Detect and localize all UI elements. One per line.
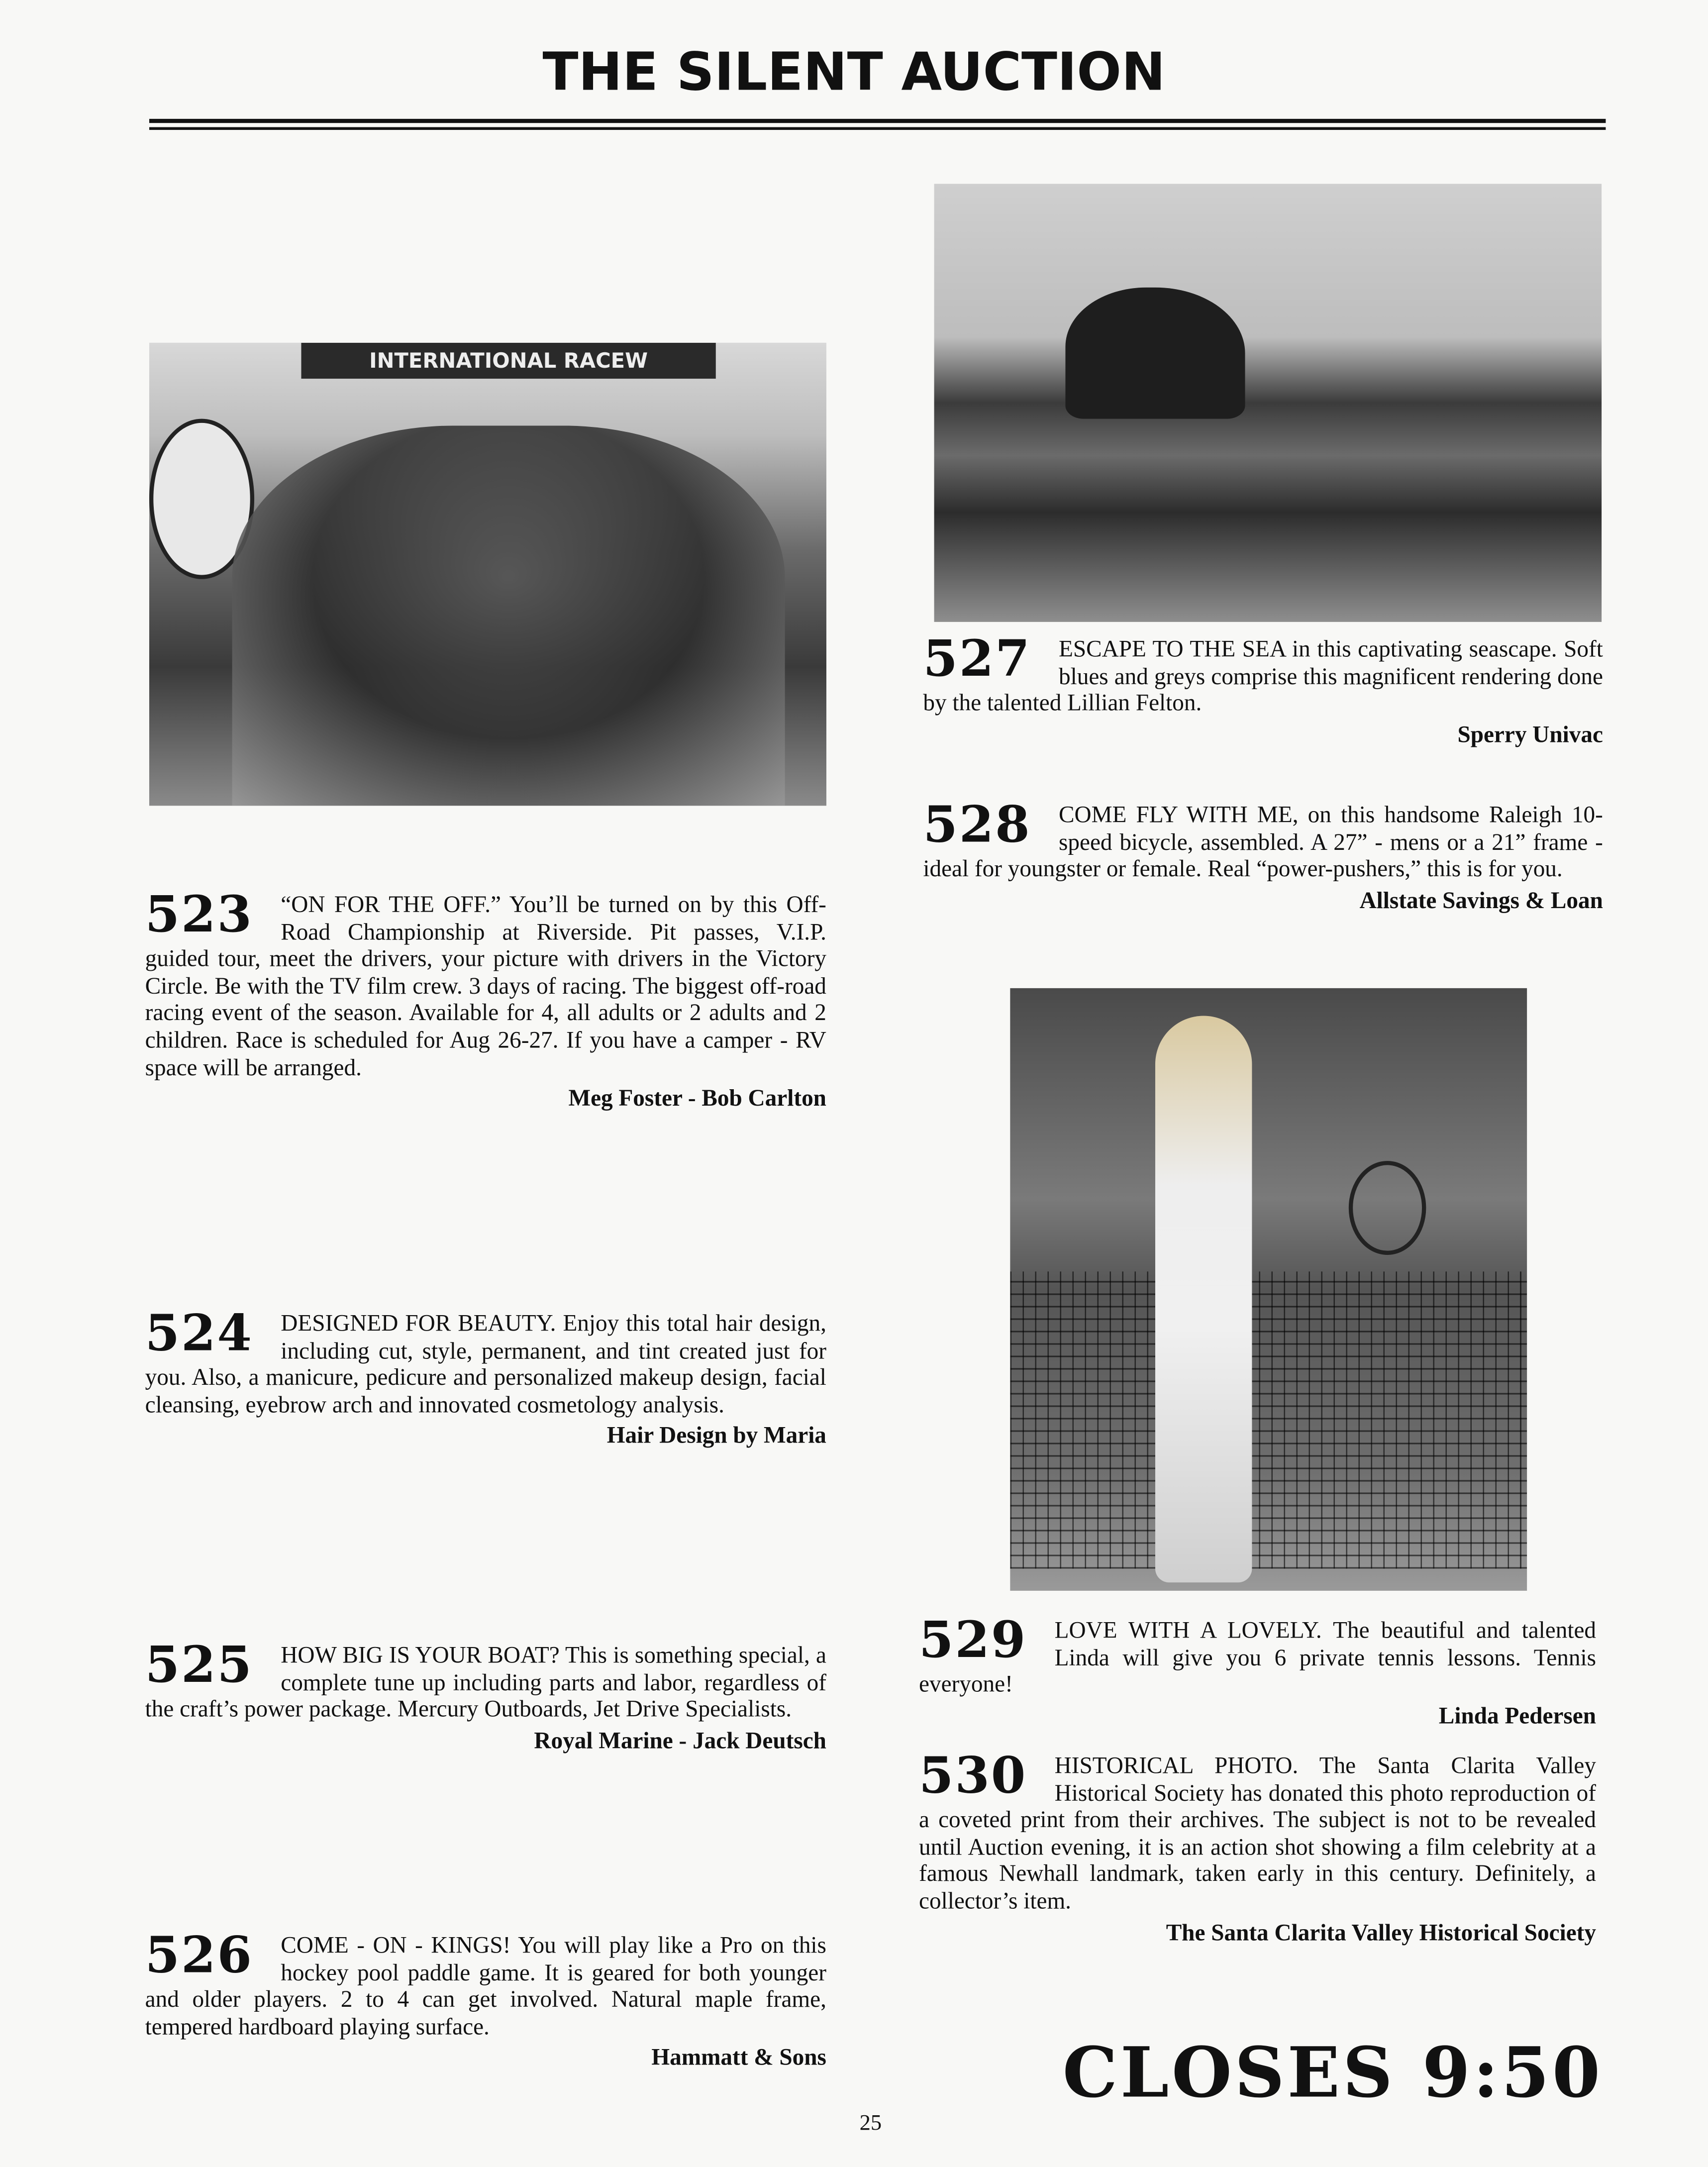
tennis-net [1010,1271,1527,1568]
auction-item-530 [919,1747,1597,1946]
auction-item-528 [923,796,1603,914]
item-number: 526 [145,1926,253,1985]
closing-time-notice: CLOSES 9:50 [1062,2031,1603,2113]
item-sponsor: Royal Marine - Jack Deutsch [534,1727,826,1754]
crowd-of-drivers [232,425,785,806]
item-heading: LOVE WITH A LOVELY. [1054,1617,1333,1644]
auction-item-529 [919,1611,1597,1730]
tennis-player [1155,1016,1252,1582]
auction-item-525 [145,1636,826,1754]
tennis-racket [1349,1161,1426,1255]
item-heading: COME - ON - KINGS! [281,1932,518,1959]
auction-item-526 [145,1926,826,2071]
item-number: 524 [145,1304,253,1363]
item-number: 528 [923,796,1031,854]
item-sponsor: Allstate Savings & Loan [1359,887,1603,914]
item-sponsor: Hammatt & Sons [651,2044,826,2071]
item-sponsor: The Santa Clarita Valley Historical Society [1166,1919,1597,1946]
item-sponsor: Sperry Univac [1457,721,1603,748]
item-sponsor: Linda Pedersen [1438,1702,1597,1729]
item-description: Enjoy this total hair design, including cut, style, permanent, and tint created just for you. Also, a manicure, pedicure and personalized makeup design, facial cleansing, eyebrow arch and innovated cosmetology analysis. [145,1310,826,1418]
item-heading: HISTORICAL PHOTO. [1054,1752,1319,1779]
item-sponsor: Hair Design by Maria [606,1423,826,1449]
auction-item-524 [145,1304,826,1449]
item-heading: “ON FOR THE OFF.” [281,891,509,918]
item-number: 527 [923,630,1031,689]
item-description: The Santa Clarita Valley Historical Society has donated this photo reproduction of a coveted print from their archives. The subject is not to be revealed until Auction evening, it is an action shot showing a film celebrity at a famous Newhall landmark, taken early in this century. Definitely, a collector’s item. [919,1752,1597,1914]
item-heading: ESCAPE TO THE SEA [1058,635,1293,662]
item-sponsor: Meg Foster - Bob Carlton [568,1085,826,1112]
raceway-banner: INTERNATIONAL RACEW [301,343,715,379]
auction-item-523 [145,886,826,1112]
page-number: 25 [859,2112,882,2136]
page-title: THE SILENT AUCTION [542,41,1166,103]
item-heading: DESIGNED FOR BEAUTY. [281,1310,563,1337]
item-heading: COME FLY WITH ME, [1058,801,1308,828]
item-number: 530 [919,1747,1027,1805]
item-description: You will play like a Pro on this hockey pool paddle game. It is geared for both younger and older players. 2 to 4 can get involved. Natural maple frame, tempered hardboard playing surface. [145,1932,826,2040]
sea-rock [1065,288,1245,419]
item-heading: HOW BIG IS YOUR BOAT? [281,1642,566,1668]
item-number: 529 [919,1611,1027,1670]
item-description: This is something special, a complete tune up including parts and labor, regardless of the craft’s power package. Mercury Outboards, Jet Drive Specialists. [145,1642,826,1723]
seascape-painting [934,184,1602,621]
title-rule-thick [149,119,1606,123]
item-description: The beautiful and talented Linda will give you 6 private tennis lessons. Tennis everyone! [919,1617,1597,1698]
item-description: You’ll be turned on by this Off-Road Championship at Riverside. Pit passes, V.I.P. guided tour, meet the drivers, your picture with drivers in the Victory Circle. Be with the TV film crew. 3 days of racing. The biggest off-road racing event of the season. Available for 4, all adults or 2 adults and 2 children. Race is scheduled for Aug 26-27. If you have a camper - RV space will be arranged. [145,891,826,1080]
racing-victory-photo [149,343,826,806]
auction-item-527 [923,630,1603,748]
item-description: on this handsome Raleigh 10-speed bicycle, assembled. A 27” - mens or a 21” frame - ideal for youngster or female. Real “power-pushers,” this is for you. [923,801,1603,882]
tennis-player-photo [1010,988,1527,1591]
item-number: 525 [145,1636,253,1695]
item-number: 523 [145,886,253,944]
item-description: in this captivating seascape. Soft blues and greys comprise this magnificent rendering done by the talented Lillian Felton. [923,635,1603,717]
title-rule-thin [149,127,1606,129]
